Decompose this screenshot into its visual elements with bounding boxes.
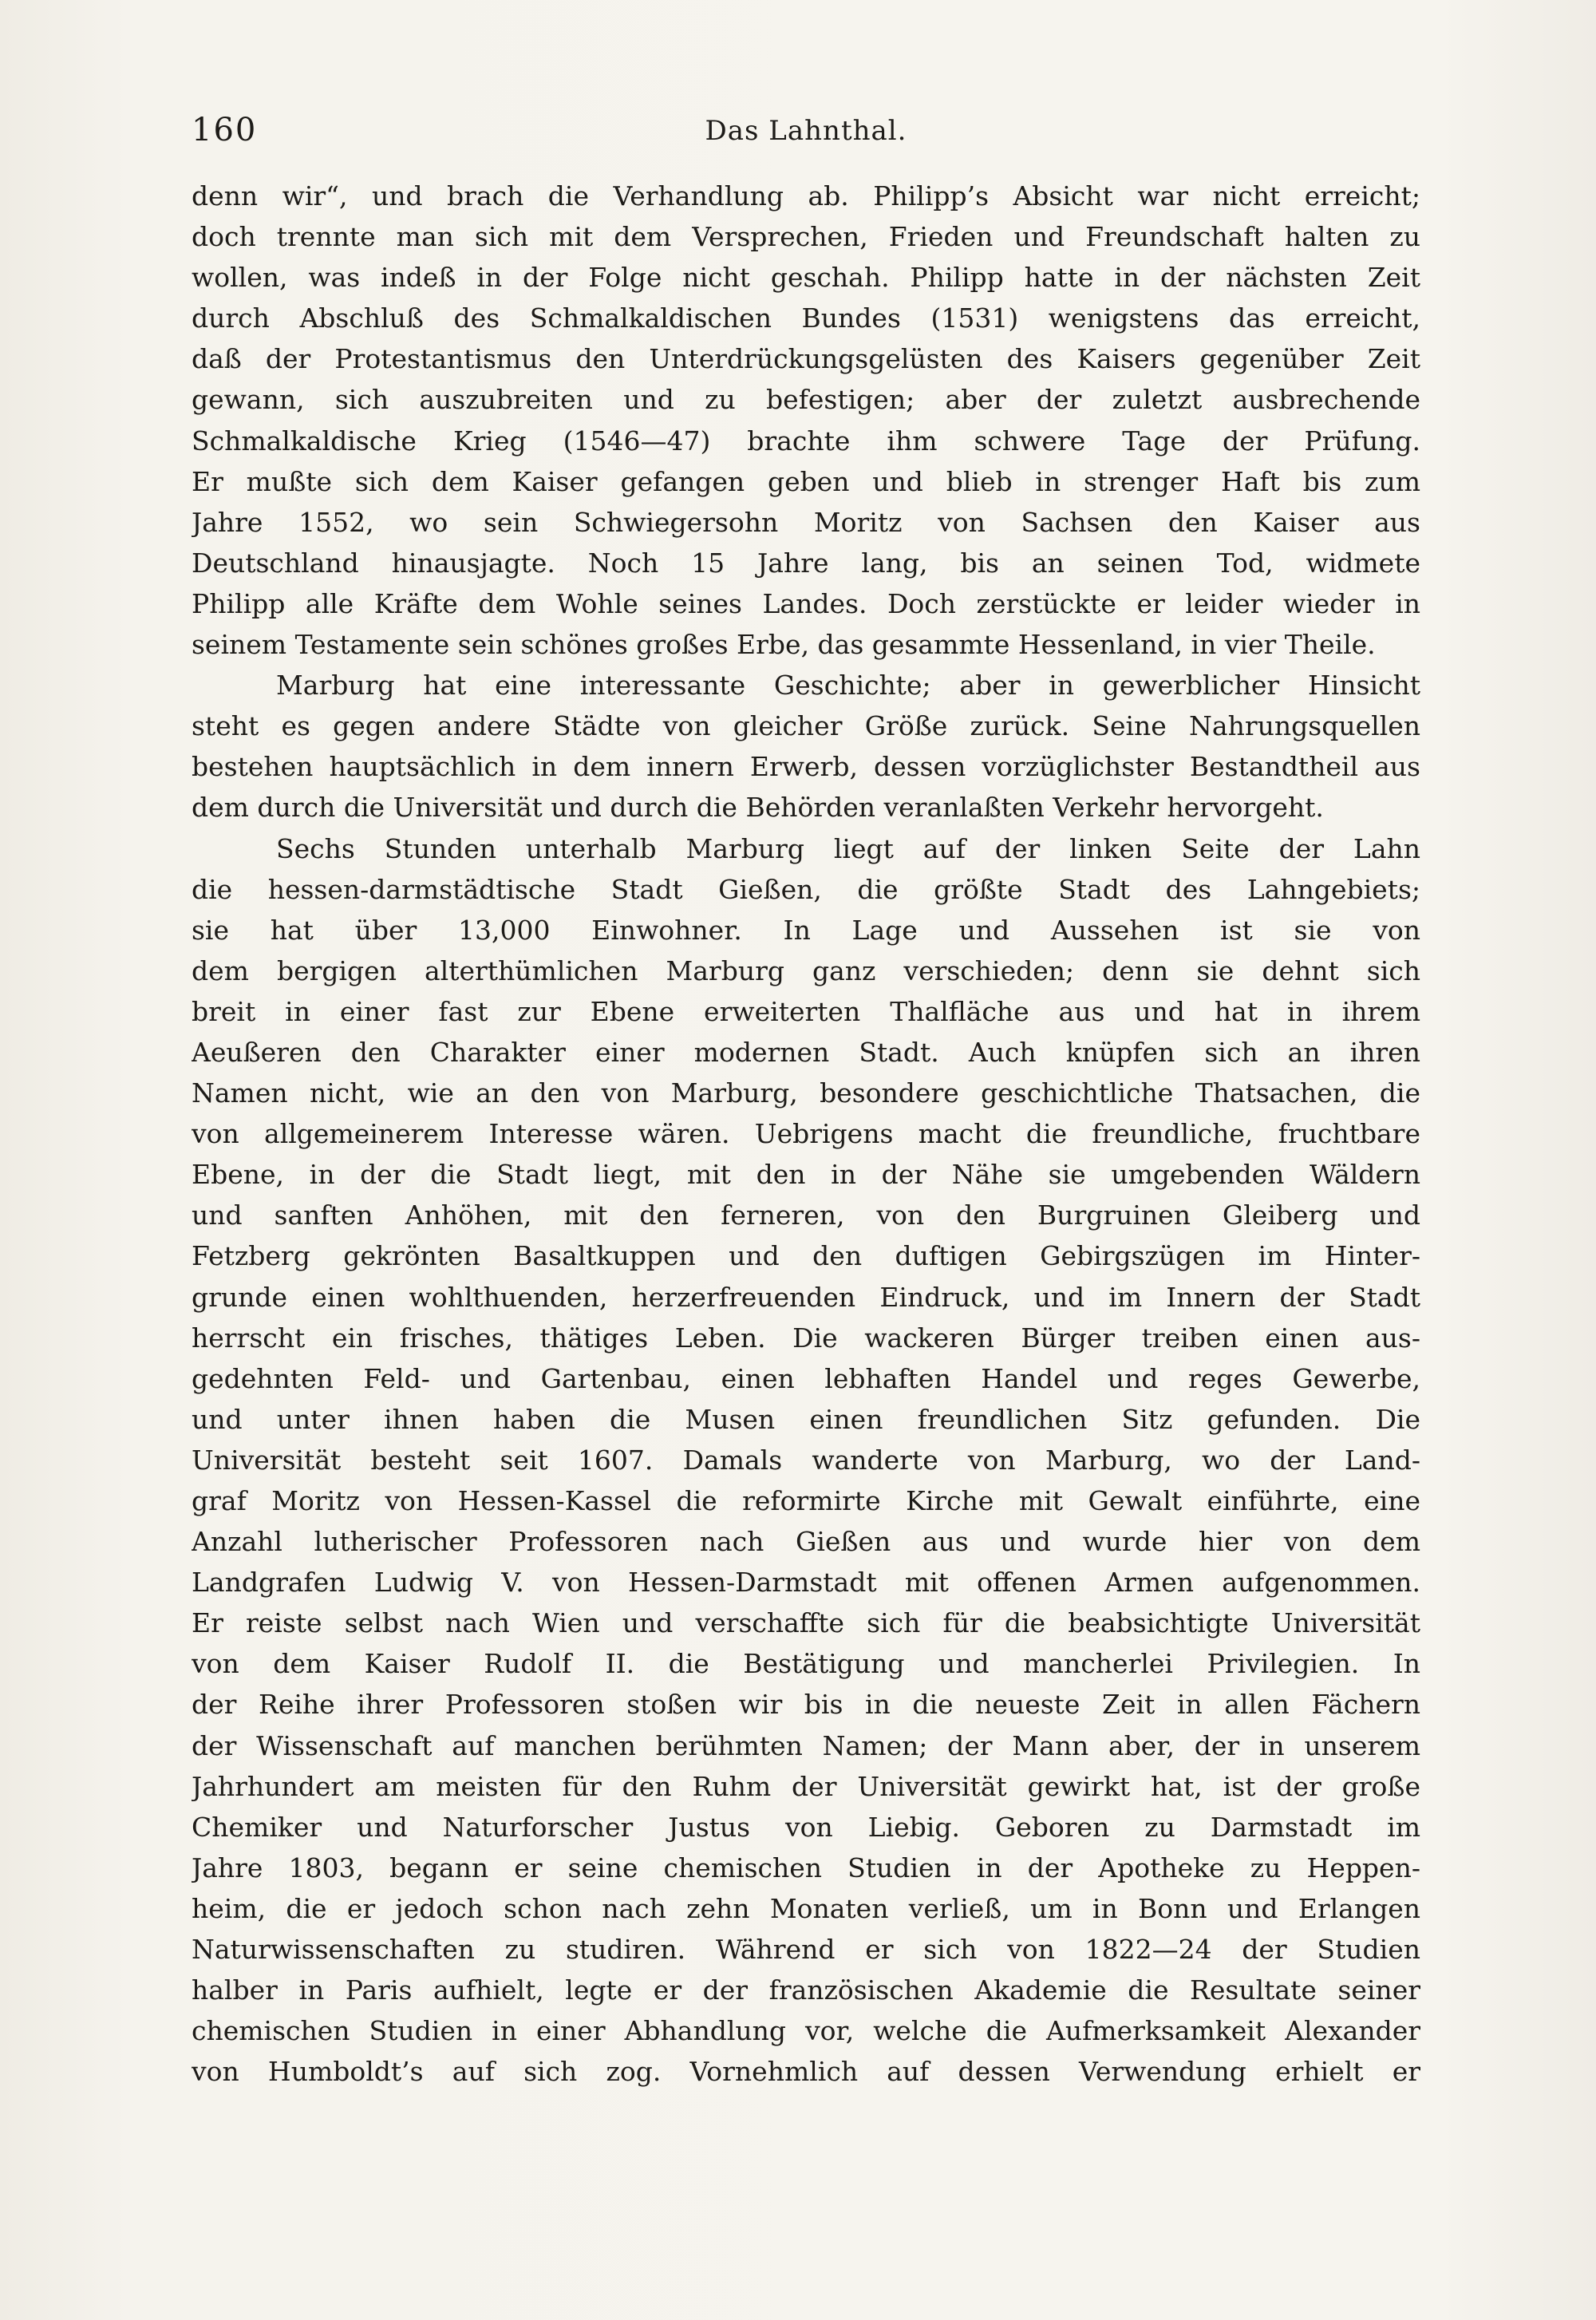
text-line: Schmalkaldische Krieg (1546—47) brachte ihm schwere Tage der Prüfung.	[192, 425, 1420, 456]
text-line: sie hat über 13,000 Einwohner. In Lage und Aussehen ist sie von	[192, 914, 1420, 946]
paragraph-end-line: dem durch die Universität und durch die Behörden veranlaßten Verkehr hervorgeht.	[192, 792, 1324, 824]
text-line: und sanften Anhöhen, mit den ferneren, von den Burgruinen Gleiberg und	[192, 1200, 1420, 1231]
text-line: Universität besteht seit 1607. Damals wanderte von Marburg, wo der Land-	[192, 1444, 1420, 1476]
text-line: Philipp alle Kräfte dem Wohle seines Landes. Doch zerstückte er leider wieder in	[192, 587, 1420, 619]
text-line: Deutschland hinausjagte. Noch 15 Jahre lang, bis an seinen Tod, widmete	[192, 547, 1420, 579]
text-line: chemischen Studien in einer Abhandlung vor, welche die Aufmerksamkeit Alexander	[192, 2015, 1420, 2047]
text-line: Jahrhundert am meisten für den Ruhm der Universität gewirkt hat, ist der große	[192, 1770, 1420, 1802]
text-line: von allgemeinerem Interesse wären. Uebrigens macht die freundliche, fruchtbare	[192, 1118, 1420, 1150]
text-line: gedehnten Feld- und Gartenbau, einen lebhaften Handel und reges Gewerbe,	[192, 1362, 1420, 1394]
text-line: gewann, sich auszubreiten und zu befestigen; aber der zuletzt ausbrechende	[192, 384, 1420, 416]
text-line: wollen, was indeß in der Folge nicht geschah. Philipp hatte in der nächsten Zeit	[192, 262, 1420, 294]
text-line: daß der Protestantismus den Unterdrückungsgelüsten des Kaisers gegenüber Zeit	[192, 343, 1420, 375]
text-line: von Humboldt’s auf sich zog. Vornehmlich auf dessen Verwendung erhielt er	[192, 2056, 1420, 2088]
text-line: Fetzberg gekrönten Basaltkuppen und den duftigen Gebirgszügen im Hinter-	[192, 1240, 1420, 1272]
page-header	[192, 112, 1420, 160]
text-line: heim, die er jedoch schon nach zehn Monaten verließ, um in Bonn und Erlangen	[192, 1892, 1420, 1924]
text-line: bestehen hauptsächlich in dem innern Erwerb, dessen vorzüglichster Bestandtheil aus	[192, 751, 1420, 783]
paragraph-start-line: Marburg hat eine interessante Geschichte; aber in gewerblicher Hinsicht	[276, 670, 1420, 702]
text-line: Er mußte sich dem Kaiser gefangen geben und blieb in strenger Haft bis zum	[192, 465, 1420, 497]
running-title: Das Lahnthal.	[705, 115, 907, 147]
text-line: Chemiker und Naturforscher Justus von Liebig. Geboren zu Darmstadt im	[192, 1811, 1420, 1843]
text-line: graf Moritz von Hessen-Kassel die reformirte Kirche mit Gewalt einführte, eine	[192, 1485, 1420, 1516]
text-line: die hessen-darmstädtische Stadt Gießen, die größte Stadt des Lahngebiets;	[192, 873, 1420, 905]
text-line: halber in Paris aufhielt, legte er der französischen Akademie die Resultate seiner	[192, 1974, 1420, 2006]
text-line: Jahre 1803, begann er seine chemischen Studien in der Apotheke zu Heppen-	[192, 1852, 1420, 1883]
text-line: Er reiste selbst nach Wien und verschaffte sich für die beabsichtigte Universität	[192, 1607, 1420, 1639]
text-line: dem bergigen alterthümlichen Marburg ganz verschieden; denn sie dehnt sich	[192, 954, 1420, 986]
text-line: breit in einer fast zur Ebene erweiterten Thalfläche aus und hat in ihrem	[192, 995, 1420, 1027]
text-line: der Wissenschaft auf manchen berühmten Namen; der Mann aber, der in unserem	[192, 1729, 1420, 1761]
text-line: Anzahl lutherischer Professoren nach Gießen aus und wurde hier von dem	[192, 1526, 1420, 1558]
text-line: denn wir“, und brach die Verhandlung ab. Philipp’s Absicht war nicht erreicht;	[192, 180, 1420, 211]
text-line: grunde einen wohlthuenden, herzerfreuenden Eindruck, und im Innern der Stadt	[192, 1281, 1420, 1313]
text-line: herrscht ein frisches, thätiges Leben. Die wackeren Bürger treiben einen aus-	[192, 1322, 1420, 1354]
text-line: steht es gegen andere Städte von gleicher Größe zurück. Seine Nahrungsquellen	[192, 710, 1420, 742]
text-line: der Reihe ihrer Professoren stoßen wir bis in die neueste Zeit in allen Fächern	[192, 1689, 1420, 1721]
text-line: Landgrafen Ludwig V. von Hessen-Darmstadt mit offenen Armen aufgenommen.	[192, 1567, 1420, 1599]
text-line: Aeußeren den Charakter einer modernen Stadt. Auch knüpfen sich an ihren	[192, 1036, 1420, 1068]
text-line: doch trennte man sich mit dem Versprechen, Frieden und Freundschaft halten zu	[192, 221, 1420, 253]
text-line: von dem Kaiser Rudolf II. die Bestätigung und mancherlei Privilegien. In	[192, 1648, 1420, 1680]
page-number: 160	[192, 112, 258, 148]
text-line: Naturwissenschaften zu studiren. Während er sich von 1822—24 der Studien	[192, 1934, 1420, 1966]
text-line: Jahre 1552, wo sein Schwiegersohn Moritz von Sachsen den Kaiser aus	[192, 506, 1420, 538]
text-line: Namen nicht, wie an den von Marburg, besondere geschichtliche Thatsachen, die	[192, 1077, 1420, 1109]
paragraph-start-line: Sechs Stunden unterhalb Marburg liegt auf der linken Seite der Lahn	[276, 832, 1420, 864]
text-line: durch Abschluß des Schmalkaldischen Bundes (1531) wenigstens das erreicht,	[192, 302, 1420, 334]
text-line: und unter ihnen haben die Musen einen freundlichen Sitz gefunden. Die	[192, 1403, 1420, 1435]
paragraph-end-line: seinem Testamente sein schönes großes Erbe, das gesammte Hessenland, in vier Theile.	[192, 629, 1376, 661]
body-text	[192, 176, 1420, 2092]
text-line: Ebene, in der die Stadt liegt, mit den in der Nähe sie umgebenden Wäldern	[192, 1159, 1420, 1191]
